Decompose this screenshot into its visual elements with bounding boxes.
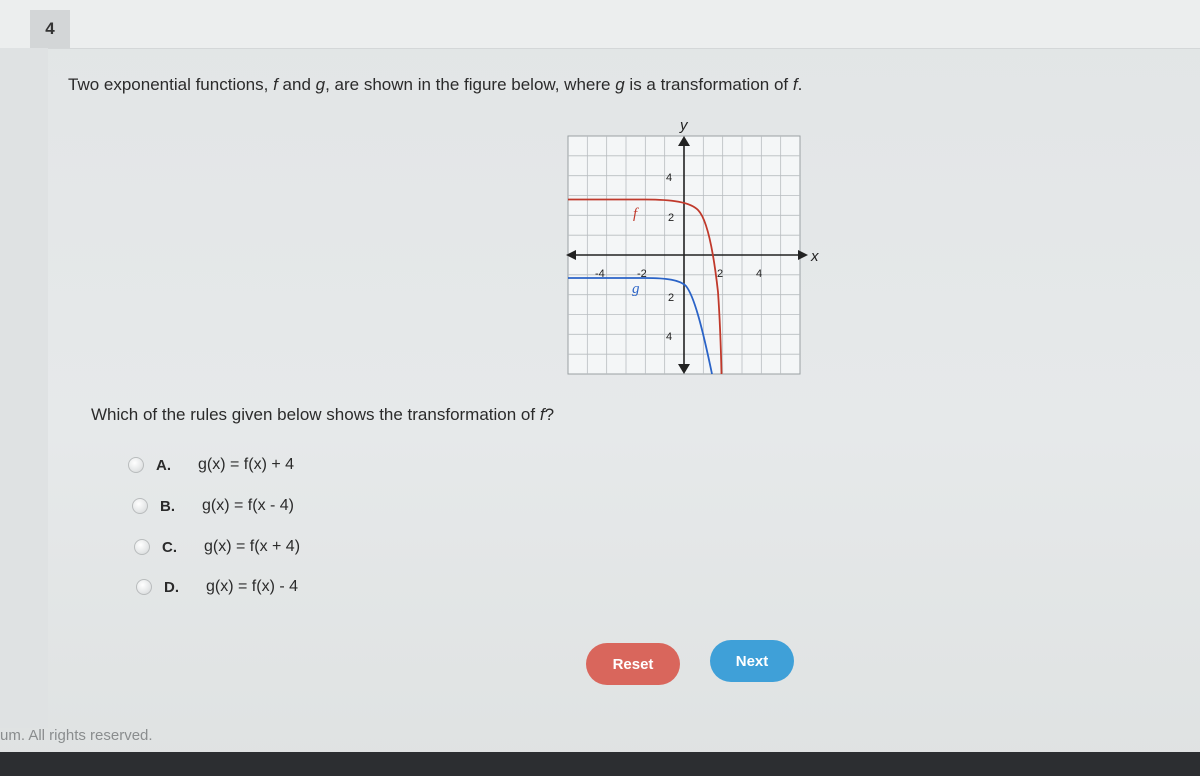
left-rail [0, 48, 48, 728]
top-bar [0, 0, 1200, 49]
choice-c[interactable] [134, 538, 300, 556]
choice-letter: D. [164, 578, 179, 596]
choice-letter: B. [160, 497, 175, 515]
x-tick-label: -2 [637, 268, 647, 280]
copyright-text: um. All rights reserved. [0, 727, 153, 744]
reset-button[interactable]: Reset [586, 643, 680, 685]
x-axis-right-arrow [798, 250, 808, 260]
sub-question-text: Which of the rules given below shows the transformation of f? [91, 405, 555, 424]
y-tick-label: 4 [666, 172, 673, 184]
curve-g-label: g [632, 281, 640, 297]
x-tick-label: 2 [717, 268, 724, 280]
monitor-bezel [0, 752, 1200, 776]
choice-letter: C. [162, 538, 177, 556]
choice-rule: g(x) = f(x - 4) [202, 497, 295, 514]
choice-a[interactable] [128, 456, 294, 474]
x-tick-label: 4 [756, 268, 763, 280]
x-axis-label: x [811, 248, 819, 265]
radio-button[interactable] [132, 498, 148, 514]
radio-button[interactable] [128, 457, 144, 473]
choice-rule: g(x) = f(x) + 4 [198, 456, 295, 473]
choice-b[interactable] [132, 497, 294, 515]
radio-button[interactable] [134, 539, 150, 555]
curve-f-label: f [633, 206, 638, 222]
y-tick-label: 4 [666, 331, 673, 343]
next-button[interactable]: Next [710, 640, 794, 682]
choice-letter: A. [156, 456, 171, 474]
question-text: Two exponential functions, f and g, are shown in the figure below, where g is a transformation of f. [68, 75, 803, 94]
function-graph [562, 116, 822, 382]
y-tick-label: 2 [668, 292, 675, 304]
x-tick-label: -4 [595, 268, 605, 280]
choice-d[interactable] [136, 578, 298, 596]
y-tick-label: 2 [668, 212, 675, 224]
radio-button[interactable] [136, 579, 152, 595]
choice-rule: g(x) = f(x + 4) [204, 538, 301, 555]
y-axis-label: y [680, 117, 688, 134]
choice-rule: g(x) = f(x) - 4 [206, 578, 299, 595]
question-number-badge: 4 [30, 10, 70, 48]
